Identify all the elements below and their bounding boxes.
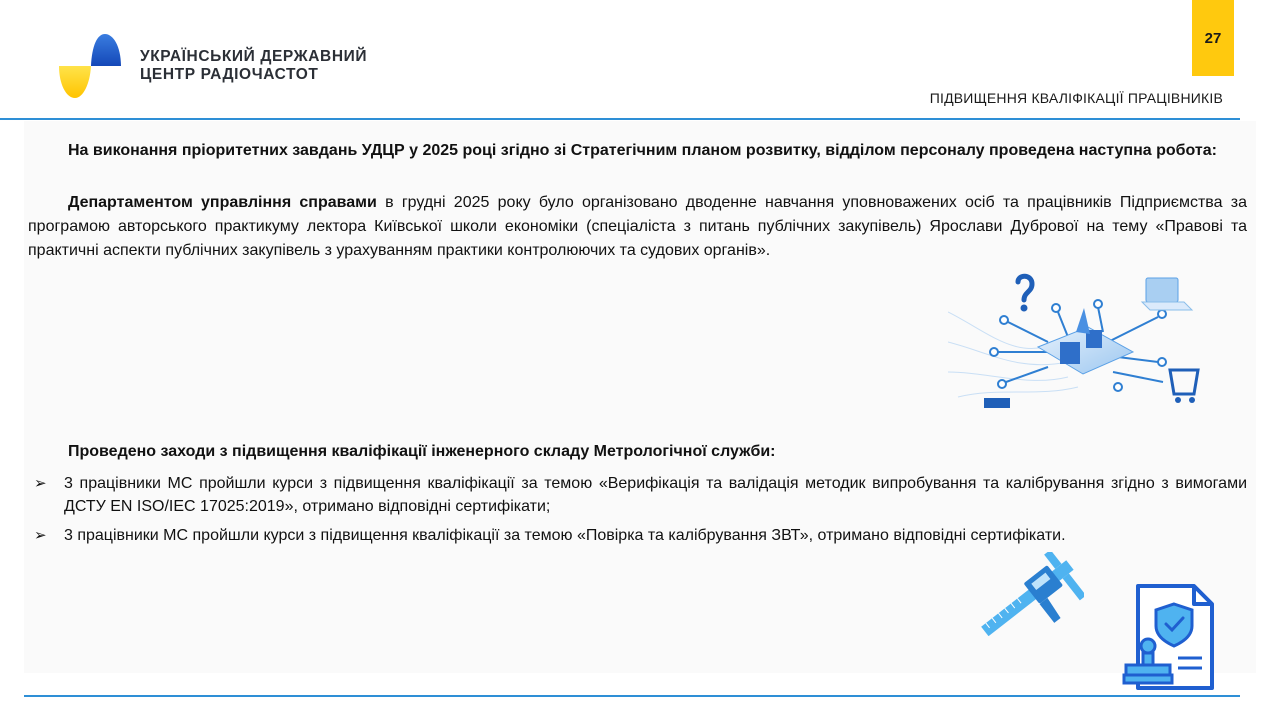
header-divider — [0, 118, 1240, 120]
metrology-heading — [28, 440, 1247, 464]
caliper-icon — [972, 552, 1084, 646]
footer-divider — [24, 695, 1240, 697]
org-name-line1: УКРАЇНСЬКИЙ ДЕРЖАВНИЙ — [140, 48, 368, 65]
metrology-heading-text: Проведено заходи з підвищення кваліфікації інженерного складу Метрологічної служби: — [68, 443, 776, 460]
list-item — [28, 524, 1247, 547]
list-item-text: 3 працівники МС пройшли курси з підвищення кваліфікації за темою «Повірка та калібрування ЗВТ», отримано відповідні сертифікати. — [64, 527, 1066, 544]
arrow-bullet-icon: ➢ — [34, 527, 47, 544]
section-title: ПІДВИЩЕННЯ КВАЛІФІКАЦІЇ ПРАЦІВНИКІВ — [929, 90, 1223, 106]
department-text: в грудні 2025 року було організовано дводенне навчання уповноважених осіб та працівників Підприємства за програмою авторського практикуму лектора Київської школи економіки (спеціаліста з питань публічних закупівель) Ярослави Дубрової на тему «Правові та практичні аспекти публічних закупівель з урахуванням практики контролюючих та судових органів». — [28, 194, 1247, 259]
technology-network-illustration — [948, 272, 1208, 408]
arrow-bullet-icon: ➢ — [34, 475, 47, 492]
organization-name — [140, 48, 367, 84]
org-name-line2: ЦЕНТР РАДІОЧАСТОТ — [140, 66, 319, 83]
department-name: Департаментом управління справами — [68, 194, 377, 211]
certificate-stamp-icon — [1118, 582, 1218, 692]
intro-paragraph — [28, 139, 1247, 163]
list-item-text: 3 працівники МС пройшли курси з підвищення кваліфікації за темою «Верифікація та валідація методик випробування та калібрування згідно з вимогами ДСТУ EN ISO/IEC 17025:2019», отримано відповідні сертифікати; — [64, 475, 1247, 515]
intro-text: На виконання пріоритетних завдань УДЦР у 2025 році згідно зі Стратегічним планом розвитку, відділом персоналу проведена наступна робота: — [68, 142, 1217, 159]
page-number-badge: 27 — [1192, 0, 1234, 76]
list-item — [28, 472, 1247, 518]
udcr-logo — [55, 32, 125, 100]
department-paragraph — [28, 191, 1247, 263]
